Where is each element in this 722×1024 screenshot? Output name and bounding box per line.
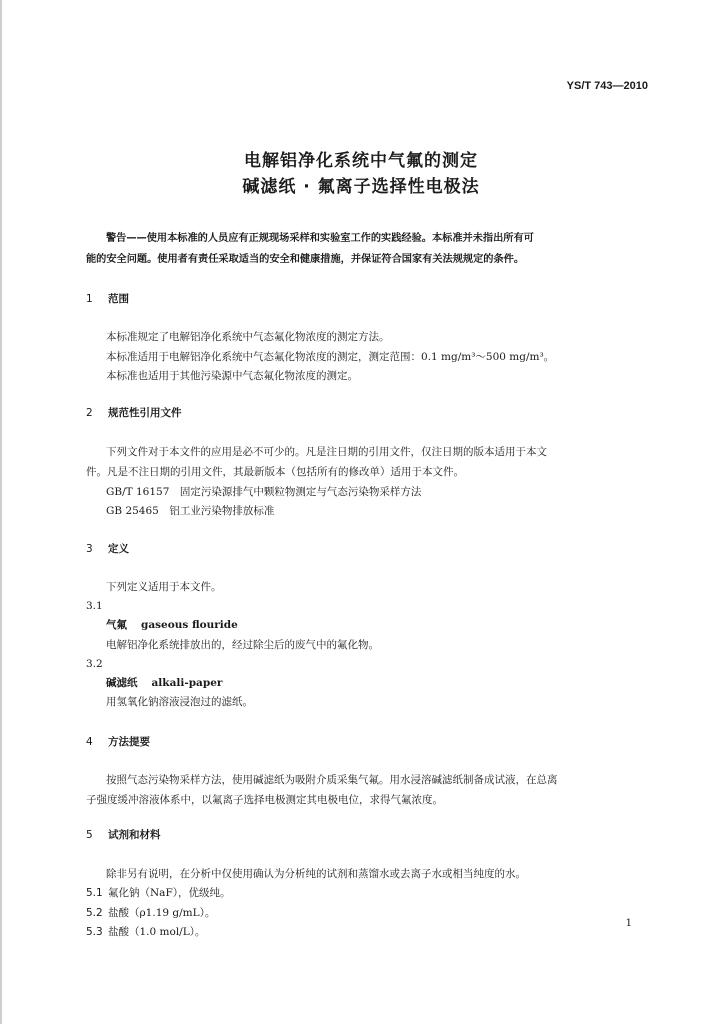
standard-code: YS/T 743—2010 xyxy=(566,80,648,92)
section-3-paragraph-1: 下列定义适用于本文件。 xyxy=(106,581,222,593)
section-title: 定义 xyxy=(108,543,129,555)
section-title: 试剂和材料 xyxy=(108,829,161,841)
section-4-paragraph-line-1: 按照气态污染物采样方法，使用碱滤纸为吸附介质采集气氟。用水浸溶碱滤纸制备成试液，在总离 xyxy=(106,774,558,786)
section-title: 规范性引用文件 xyxy=(108,407,182,419)
definition-3-2-text: 用氢氧化钠溶液浸泡过的滤纸。 xyxy=(106,696,253,708)
term-english: gaseous flouride xyxy=(141,619,238,631)
section-2-paragraph-line-1: 下列文件对于本文件的应用是必不可少的。凡是注日期的引用文件，仅注日期的版本适用于本文 xyxy=(106,446,547,458)
section-1-paragraph-2: 本标准适用于电解铝净化系统中气态氟化物浓度的测定，测定范围：0.1 mg/m³～500 mg/m³。 xyxy=(106,351,555,363)
section-1-heading xyxy=(86,291,129,307)
term-english: alkali-paper xyxy=(151,677,223,689)
section-1-paragraph-3: 本标准也适用于其他污染源中气态氟化物浓度的测定。 xyxy=(106,370,358,382)
normative-reference-2: GB 25465 铝工业污染物排放标准 xyxy=(106,505,275,517)
section-5-heading xyxy=(86,827,161,843)
section-title: 方法提要 xyxy=(108,736,150,748)
definition-3-1-text: 电解铝净化系统排放出的，经过除尘后的废气中的氟化物。 xyxy=(106,639,379,651)
reagent-5-3 xyxy=(86,924,205,940)
item-number: 5.2 xyxy=(86,907,103,919)
definition-3-2-term xyxy=(106,675,222,691)
page-number: 1 xyxy=(625,918,632,929)
item-number: 5.1 xyxy=(86,887,103,899)
section-number: 1 xyxy=(86,293,93,305)
definition-3-2-number: 3.2 xyxy=(86,658,103,670)
reagent-5-2 xyxy=(86,905,215,921)
definition-3-1-term xyxy=(106,617,238,633)
term-chinese: 气氟 xyxy=(106,619,127,631)
section-4-heading xyxy=(86,734,150,750)
item-text: 盐酸（1.0 mol/L）。 xyxy=(108,926,206,938)
normative-reference-1: GB/T 16157 固定污染源排气中颗粒物测定与气态污染物采样方法 xyxy=(106,486,422,498)
warning-text-line-2: 能的安全问题。使用者有责任采取适当的安全和健康措施，并保证符合国家有关法规规定的条件。 xyxy=(86,254,525,265)
reagent-5-1 xyxy=(86,885,230,901)
section-2-paragraph-line-2: 件。凡是不注日期的引用文件，其最新版本（包括所有的修改单）适用于本文件。 xyxy=(86,466,464,478)
section-4-paragraph-line-2: 子强度缓冲溶液体系中，以氟离子选择电极测定其电极电位，求得气氟浓度。 xyxy=(86,794,443,806)
term-chinese: 碱滤纸 xyxy=(106,677,138,689)
warning-text-line-1: 警告——使用本标准的人员应有正规现场采样和实验室工作的实践经验。本标准并未指出所有可 xyxy=(106,233,534,244)
definition-3-1-number: 3.1 xyxy=(86,600,103,612)
document-title-line-1: 电解铝净化系统中气氟的测定 xyxy=(244,151,478,171)
section-5-paragraph-1: 除非另有说明，在分析中仅使用确认为分析纯的试剂和蒸馏水或去离子水或相当纯度的水。 xyxy=(106,868,526,880)
document-title-line-2: 碱滤纸 · 氟离子选择性电极法 xyxy=(242,177,480,197)
section-number: 5 xyxy=(86,829,93,841)
section-number: 2 xyxy=(86,407,93,419)
section-3-heading xyxy=(86,541,129,557)
section-title: 范围 xyxy=(108,293,129,305)
section-1-paragraph-1: 本标准规定了电解铝净化系统中气态氟化物浓度的测定方法。 xyxy=(106,331,390,343)
item-text: 盐酸（ρ1.19 g/mL）。 xyxy=(108,907,216,919)
section-number: 4 xyxy=(86,736,93,748)
section-number: 3 xyxy=(86,543,93,555)
item-number: 5.3 xyxy=(86,926,103,938)
section-2-heading xyxy=(86,405,182,421)
item-text: 氟化钠（NaF），优级纯。 xyxy=(108,887,231,899)
